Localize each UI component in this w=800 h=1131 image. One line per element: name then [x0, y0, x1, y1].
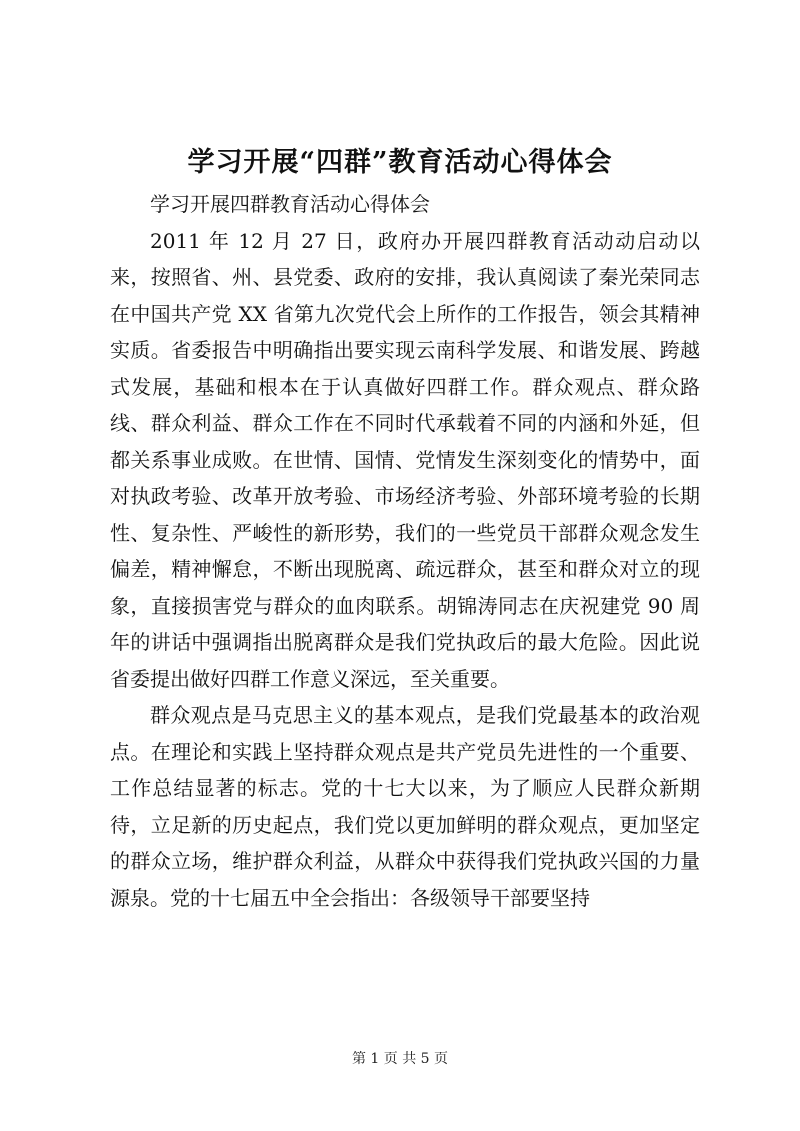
- document-title: 学习开展“四群”教育活动心得体会: [187, 147, 613, 178]
- paragraph-2: 群众观点是马克思主义的基本观点，是我们党最基本的政治观点。在理论和实践上坚持群众观点是共产党员先进性的一个重要、工作总结显著的标志。党的十七大以来，为了顺应人民群众新期待，立足新的历史起点，我们党以更加鲜明的群众观点，更加坚定的群众立场，维护群众利益，从群众中获得我们党执政兴国的力量源泉。党的十七届五中全会指出：各级领导干部要坚持: [110, 703, 700, 910]
- paragraph-1: 2011 年 12 月 27 日，政府办开展四群教育活动动启动以来，按照省、州、县党委、政府的安排，我认真阅读了秦光荣同志在中国共产党 XX 省第九次党代会上所作的工作报告，领会其精神实质。省委报告中明确指出要实现云南科学发展、和谐发展、跨越式发展，基础和根本在于认真做好四群工作。群众观点、群众路线、群众利益、群众工作在不同时代承载着不同的内涵和外延，但都关系事业成败。在世情、国情、党情发生深刻变化的情势中，面对执政考验、改革开放考验、市场经济考验、外部环境考验的长期性、复杂性、严峻性的新形势，我们的一些党员干部群众观念发生偏差，精神懈怠，不断出现脱离、疏远群众，甚至和群众对立的现象，直接损害党与群众的血肉联系。胡锦涛同志在庆祝建党 90 周年的讲话中强调指出脱离群众是我们党执政后的最大危险。因此说省委提出做好四群工作意义深远，至关重要。: [110, 228, 700, 691]
- document-body: [110, 186, 700, 916]
- page-number-footer: 第 1 页 共 5 页: [351, 1051, 449, 1067]
- document-subtitle: 学习开展四群教育活动心得体会: [150, 192, 430, 216]
